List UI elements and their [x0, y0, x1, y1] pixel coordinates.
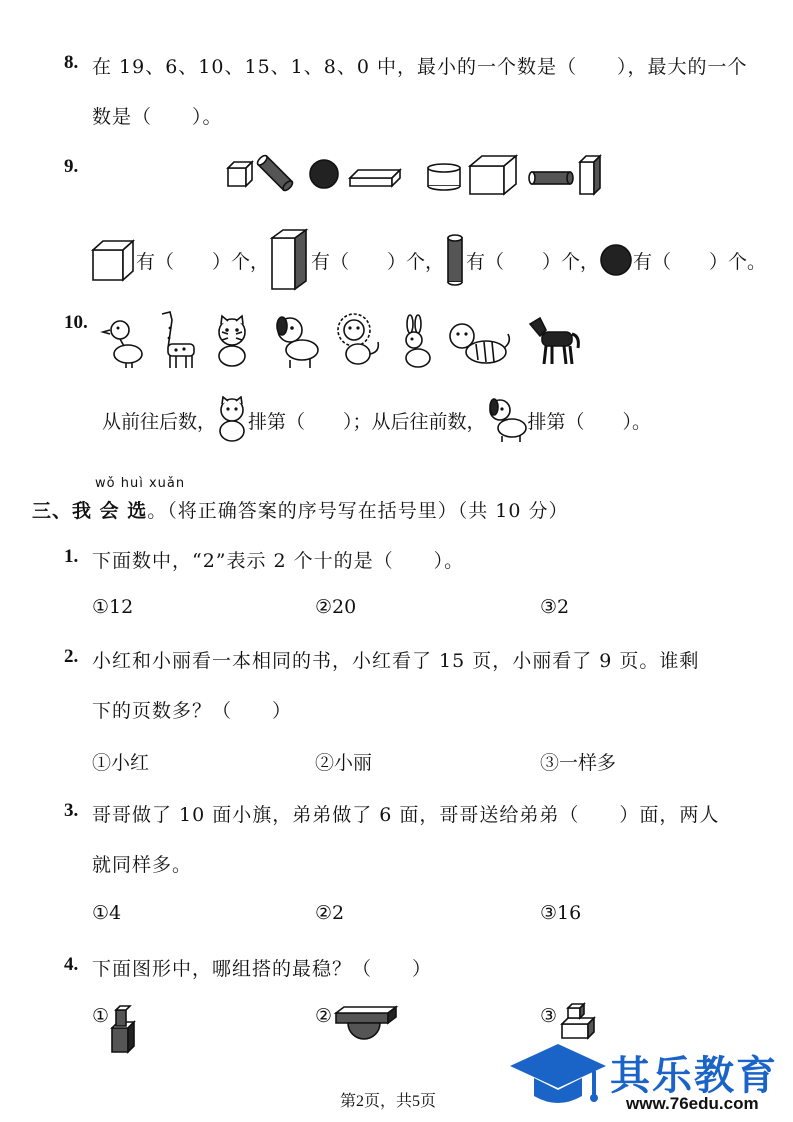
tiger-icon — [450, 324, 509, 363]
question-8-text-continued: 数是（ ）。 — [92, 106, 223, 128]
question-10-part3: 排第（ ）。 — [527, 410, 652, 433]
option-3-label: ③ — [540, 1005, 558, 1027]
mc-question-2-text: 小红和小丽看一本相同的书，小红看了 15 页，小丽看了 9 页。谁剩 — [92, 650, 700, 672]
mc-question-3-number: 3. — [64, 800, 79, 821]
mc-question-3-option-3[interactable]: ③16 — [540, 902, 582, 924]
giraffe-icon — [162, 312, 194, 368]
mc-question-1-number: 1. — [64, 546, 79, 567]
dog-icon — [486, 396, 528, 444]
cylinder-count-blank: 有（ ）个， — [466, 250, 600, 273]
duck-icon — [103, 321, 142, 368]
brand-url: www.76edu.com — [626, 1094, 759, 1113]
section-3-instruction: 。（将正确答案的序号写在括号里）（共 10 分） — [147, 500, 569, 522]
question-8-text: 在 19、6、10、15、1、8、0 中，最小的一个数是（ ），最大的一个 — [92, 56, 748, 78]
mc-question-3-text-continued: 就同样多。 — [92, 854, 193, 876]
option-2-label: ② — [315, 1005, 333, 1027]
solid-shapes-row — [220, 148, 620, 200]
mc-question-1-option-3[interactable]: ③2 — [540, 596, 570, 618]
mc-question-4-text: 下面图形中，哪组搭的最稳？（ ） — [92, 958, 433, 980]
mc-question-4-option-2[interactable] — [315, 1005, 332, 1027]
mc-question-4-number: 4. — [64, 954, 79, 975]
mc-question-2-number: 2. — [64, 646, 79, 667]
graduation-cap-icon — [508, 1040, 608, 1110]
question-9-fill-row — [90, 228, 766, 292]
mc-question-2-option-2[interactable]: ②小丽 — [315, 752, 373, 774]
sphere-icon — [599, 243, 633, 277]
cat-icon — [216, 396, 248, 444]
mc-question-4-option-3[interactable] — [540, 1005, 557, 1027]
mc-question-4-option-1[interactable] — [92, 1005, 109, 1027]
cylinder-tilted-icon — [256, 154, 294, 192]
cube-count-blank: 有（ ）个， — [136, 250, 270, 273]
dog-icon — [277, 317, 318, 368]
animal-row — [96, 308, 586, 372]
tall-box-icon — [580, 156, 600, 194]
brand-name: 其乐教育 — [610, 1053, 778, 1099]
mc-question-1-option-1[interactable]: ①12 — [92, 596, 134, 618]
block-on-hemisphere-icon — [332, 1003, 402, 1043]
section-3-prefix: 三、 — [32, 500, 73, 522]
cylinder-horizontal-icon — [529, 172, 573, 184]
sphere-count-blank: 有（ ）个。 — [633, 250, 767, 273]
short-cylinder-icon — [428, 164, 460, 190]
rabbit-icon — [406, 315, 430, 367]
section-3-title: 我 会 选 — [72, 500, 148, 522]
section-3-pinyin: wǒ huì xuǎn — [95, 476, 186, 491]
question-8-number: 8. — [64, 52, 79, 73]
sphere-icon — [310, 160, 338, 188]
mc-question-2-option-1[interactable]: ①小红 — [92, 752, 150, 774]
option-1-label: ① — [92, 1005, 110, 1027]
question-10-part1: 从前往后数， — [102, 410, 217, 433]
stack-tall-blocks-icon — [110, 1002, 142, 1054]
mc-question-3-text: 哥哥做了 10 面小旗，弟弟做了 6 面，哥哥送给弟弟（ ）面，两人 — [92, 804, 720, 826]
lion-icon — [338, 314, 378, 364]
cube-small-icon — [228, 162, 252, 186]
question-10-part2: 排第（ ）；从后往前数， — [248, 410, 486, 433]
section-3-header — [32, 496, 569, 523]
mc-question-2-option-3[interactable]: ③一样多 — [540, 752, 617, 774]
question-10-fill-row — [102, 396, 651, 444]
tall-box-icon — [269, 228, 311, 292]
mc-question-3-option-1[interactable]: ①4 — [92, 902, 122, 924]
mc-question-3-option-2[interactable]: ②2 — [315, 902, 345, 924]
tall-box-count-blank: 有（ ）个， — [311, 250, 445, 273]
cat-icon — [219, 316, 245, 366]
cylinder-icon — [444, 233, 466, 287]
flat-box-icon — [350, 170, 400, 186]
cube-large-icon — [470, 156, 516, 194]
mc-question-2-text-continued: 下的页数多？（ ） — [92, 700, 293, 722]
mc-question-1-text: 下面数中，“2”表示 2 个十的是（ ）。 — [92, 550, 465, 572]
cube-icon — [90, 238, 136, 282]
horse-icon — [530, 318, 578, 364]
question-9-number: 9. — [64, 156, 79, 177]
question-10-number: 10. — [64, 312, 88, 333]
page-footer: 第2页，共5页 — [340, 1093, 437, 1110]
mc-question-1-option-2[interactable]: ②20 — [315, 596, 357, 618]
brand-logo — [508, 1030, 793, 1120]
